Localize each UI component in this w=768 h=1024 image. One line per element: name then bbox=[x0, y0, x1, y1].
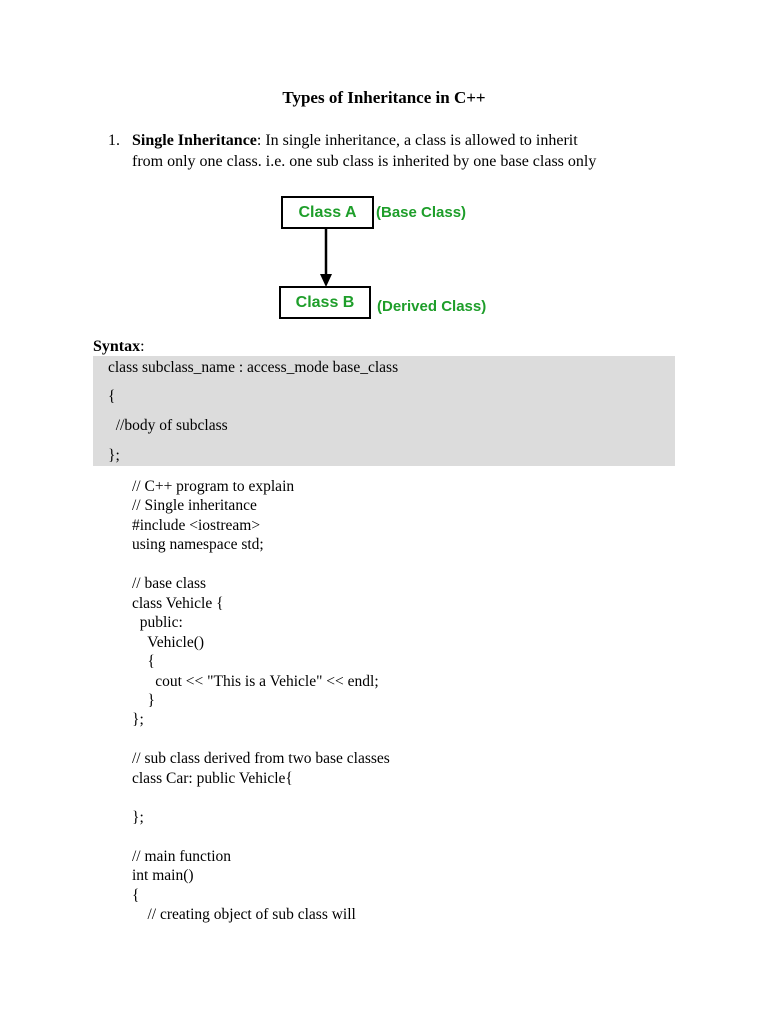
inheritance-arrow bbox=[316, 229, 336, 291]
syntax-colon: : bbox=[140, 338, 145, 355]
term-single-inheritance: Single Inheritance bbox=[132, 132, 257, 149]
class-a-box: Class A bbox=[281, 196, 374, 229]
page-title: Types of Inheritance in C++ bbox=[282, 88, 486, 107]
class-a-role-label: (Base Class) bbox=[376, 204, 467, 221]
syntax-line: { bbox=[108, 388, 116, 405]
definition-line-1 bbox=[132, 132, 578, 150]
syntax-block bbox=[93, 356, 675, 466]
syntax-label-text: Syntax bbox=[93, 338, 141, 355]
class-b-box: Class B bbox=[279, 286, 371, 319]
syntax-line: }; bbox=[108, 447, 120, 464]
list-number: 1. bbox=[108, 132, 120, 149]
definition-text-1: : In single inheritance, a class is allowed to inherit bbox=[256, 132, 578, 149]
class-b-role-label: (Derived Class) bbox=[377, 298, 487, 315]
syntax-line: class subclass_name : access_mode base_class bbox=[108, 359, 399, 376]
syntax-line: //body of subclass bbox=[108, 417, 228, 434]
code-listing: // C++ program to explain // Single inheritance #include <iostream> using namespace std; // base class class Vehicle { public: Vehicle() { cout << "This is a Vehicle" << endl; } }; // sub class derived from two base classes class Car: public Vehicle{ }; // main function int main() { // creating object of sub class will bbox=[132, 478, 390, 923]
definition-line-2: from only one class. i.e. one sub class is inherited by one base class only bbox=[132, 153, 597, 170]
syntax-label bbox=[93, 338, 145, 356]
